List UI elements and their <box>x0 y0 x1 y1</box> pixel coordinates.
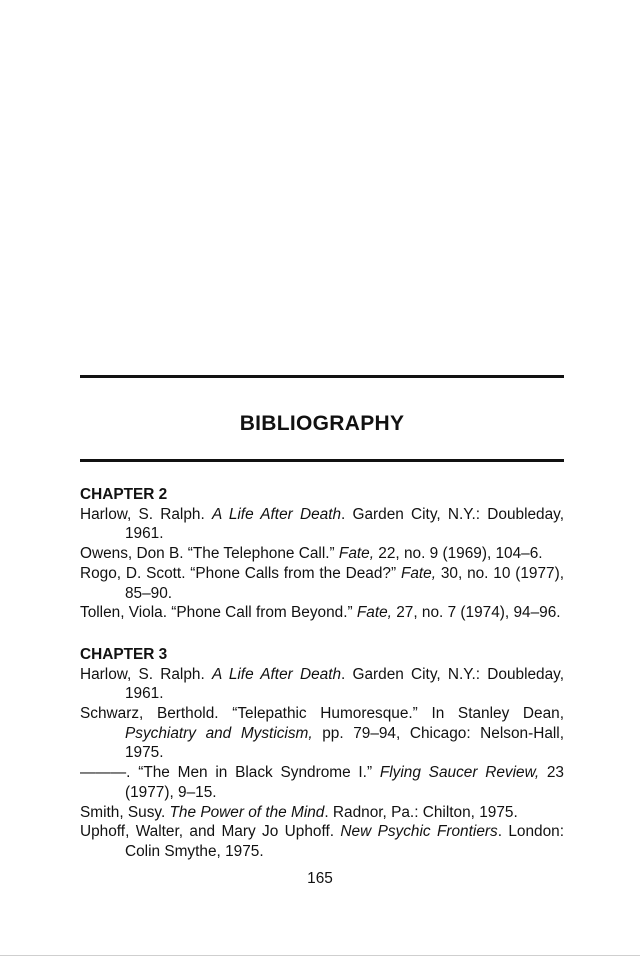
entry-text: Tollen, Viola. “Phone Call from Beyond.” <box>80 604 357 622</box>
chapter-section <box>80 485 564 623</box>
entry-text: 27, no. 7 (1974), 94–96. <box>391 604 561 622</box>
entry-title: Flying Saucer Review, <box>379 764 540 782</box>
entry-text: Smith, Susy. <box>80 803 170 821</box>
title-rule-bottom <box>80 459 564 462</box>
bibliography-entry <box>80 803 564 823</box>
page-edge-divider <box>0 955 640 956</box>
bibliography-entry <box>80 822 564 861</box>
entry-text: pp. 79–94, Chicago: Nelson-Hall, 1975. <box>125 724 564 762</box>
entry-text: 23 (1977), 9–15. <box>125 764 564 801</box>
chapter-section <box>80 645 564 862</box>
entry-title: A Life After Death <box>211 665 342 683</box>
entry-text: ———. “The Men in Black Syndrome I.” <box>80 764 380 782</box>
chapter-heading: CHAPTER 3 <box>80 645 168 663</box>
bibliography-entry <box>80 704 564 763</box>
title-rule-top <box>80 375 564 378</box>
entry-text: . London: Colin Smythe, 1975. <box>125 823 564 860</box>
bibliography-entry <box>80 505 564 544</box>
entry-text: Uphoff, Walter, and Mary Jo Uphoff. <box>80 823 341 841</box>
chapter-heading: CHAPTER 2 <box>80 486 168 503</box>
page-title: BIBLIOGRAPHY <box>239 412 405 435</box>
entry-text: 30, no. 10 (1977), 85–90. <box>125 564 565 602</box>
bibliography-entry <box>80 564 564 603</box>
bibliography-entry <box>80 763 564 802</box>
entry-text: Harlow, S. Ralph. <box>80 665 212 683</box>
bibliography-entry <box>80 544 564 564</box>
entry-text: Harlow, S. Ralph. <box>80 505 212 523</box>
entry-text: 22, no. 9 (1969), 104–6. <box>374 545 543 563</box>
entry-title: Fate, <box>338 545 374 563</box>
entry-title: Fate, <box>400 564 437 582</box>
entry-title: New Psychic Frontiers <box>340 823 498 841</box>
entry-text: Rogo, D. Scott. “Phone Calls from the Dead?” <box>80 564 401 582</box>
entry-text: Owens, Don B. “The Telephone Call.” <box>80 545 339 563</box>
entry-title: Fate, <box>356 604 392 622</box>
entry-text: . Garden City, N.Y.: Doubleday, 1961. <box>125 505 564 543</box>
entry-title: Psychiatry and Mysticism, <box>125 724 313 742</box>
entry-title: A Life After Death <box>211 505 342 523</box>
bibliography-entry <box>80 603 564 623</box>
entry-text: Schwarz, Berthold. “Telepathic Humoresque.” In Stanley Dean, <box>80 705 564 723</box>
page-number: 165 <box>307 870 333 887</box>
entry-text: . Radnor, Pa.: Chilton, 1975. <box>324 803 518 821</box>
entry-text: . Garden City, N.Y.: Doubleday, 1961. <box>125 665 564 703</box>
bibliography-content <box>80 485 564 884</box>
entry-title: The Power of the Mind <box>169 803 325 821</box>
bibliography-entry <box>80 665 564 704</box>
